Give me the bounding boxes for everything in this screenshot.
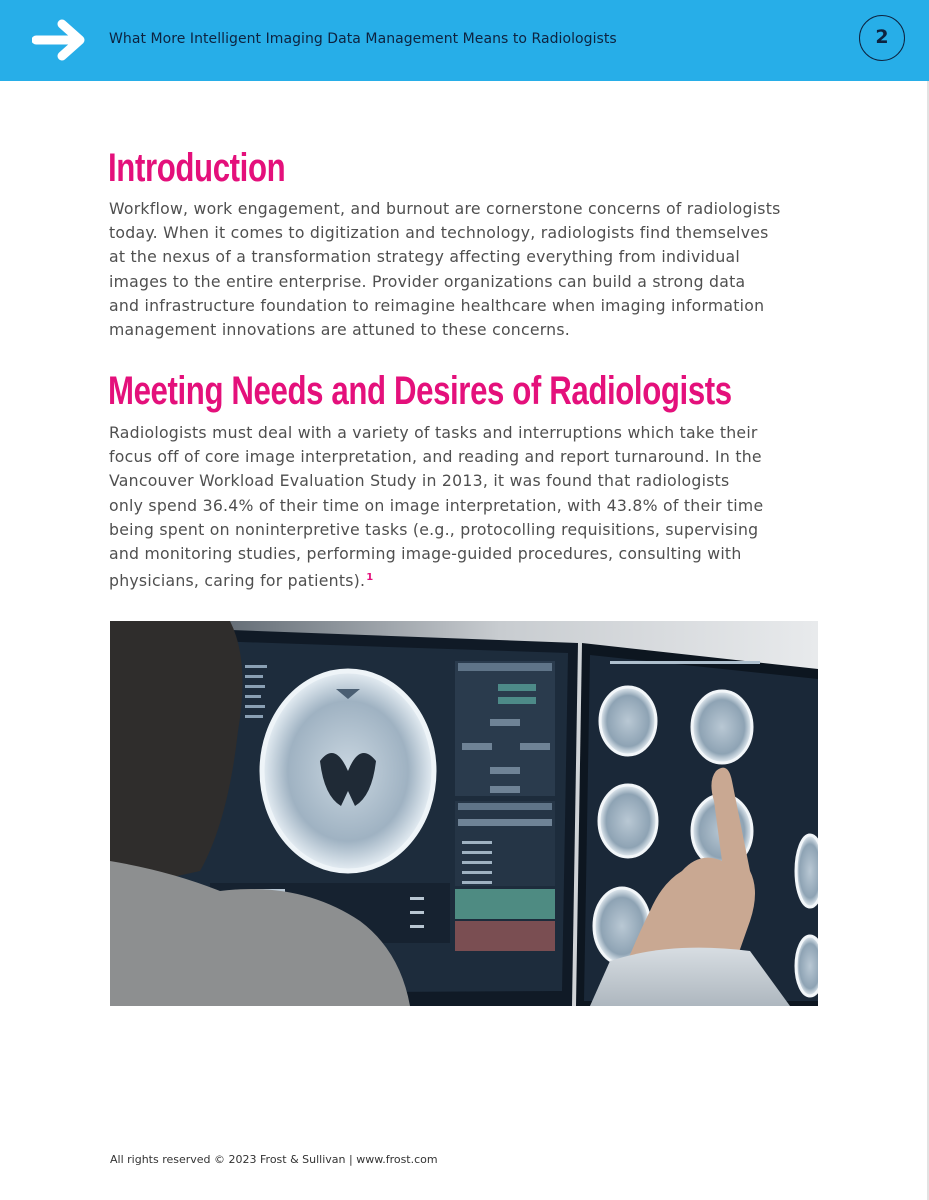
radiology-scene-illustration <box>110 621 818 1006</box>
paragraph-line: and infrastructure foundation to reimagine healthcare when imaging information <box>109 295 765 315</box>
paragraph-line: Vancouver Workload Evaluation Study in 2013, it was found that radiologists <box>109 471 730 491</box>
introduction-heading: Introduction <box>108 146 286 190</box>
paragraph-line: images to the entire enterprise. Provider organizations can build a strong data <box>109 271 746 291</box>
paragraph-line: and monitoring studies, performing image-guided procedures, consulting with <box>109 544 742 564</box>
paragraph-line: today. When it comes to digitization and technology, radiologists find themselves <box>109 223 769 243</box>
paragraph-line <box>109 566 829 593</box>
paragraph-line: Radiologists must deal with a variety of tasks and interruptions which take their <box>109 423 758 442</box>
radiologist-monitor-photo <box>110 621 818 1006</box>
meeting-needs-heading: Meeting Needs and Desires of Radiologists <box>108 369 732 413</box>
paragraph-line-text: physicians, caring for patients). <box>109 571 366 591</box>
paragraph-line: Workflow, work engagement, and burnout are cornerstone concerns of radiologists <box>109 199 781 218</box>
paragraph-line: focus off of core image interpretation, and reading and report turnaround. In the <box>109 447 762 467</box>
paragraph-line: only spend 36.4% of their time on image interpretation, with 43.8% of their time <box>109 495 764 515</box>
paragraph-line: management innovations are attuned to these concerns. <box>109 320 571 340</box>
page-header <box>0 0 929 81</box>
page-footer: All rights reserved © 2023 Frost & Sullivan | www.frost.com <box>110 1153 438 1166</box>
arrow-right-icon <box>32 18 92 62</box>
footnote-marker: 1 <box>366 572 374 584</box>
header-title: What More Intelligent Imaging Data Management Means to Radiologists <box>109 31 617 47</box>
page-number-badge: 2 <box>859 15 905 61</box>
meeting-needs-paragraph <box>109 421 829 593</box>
paragraph-line: being spent on noninterpretive tasks (e.g., protocolling requisitions, supervising <box>109 519 759 539</box>
paragraph-line: at the nexus of a transformation strategy affecting everything from individual <box>109 247 740 267</box>
introduction-paragraph <box>109 197 829 342</box>
